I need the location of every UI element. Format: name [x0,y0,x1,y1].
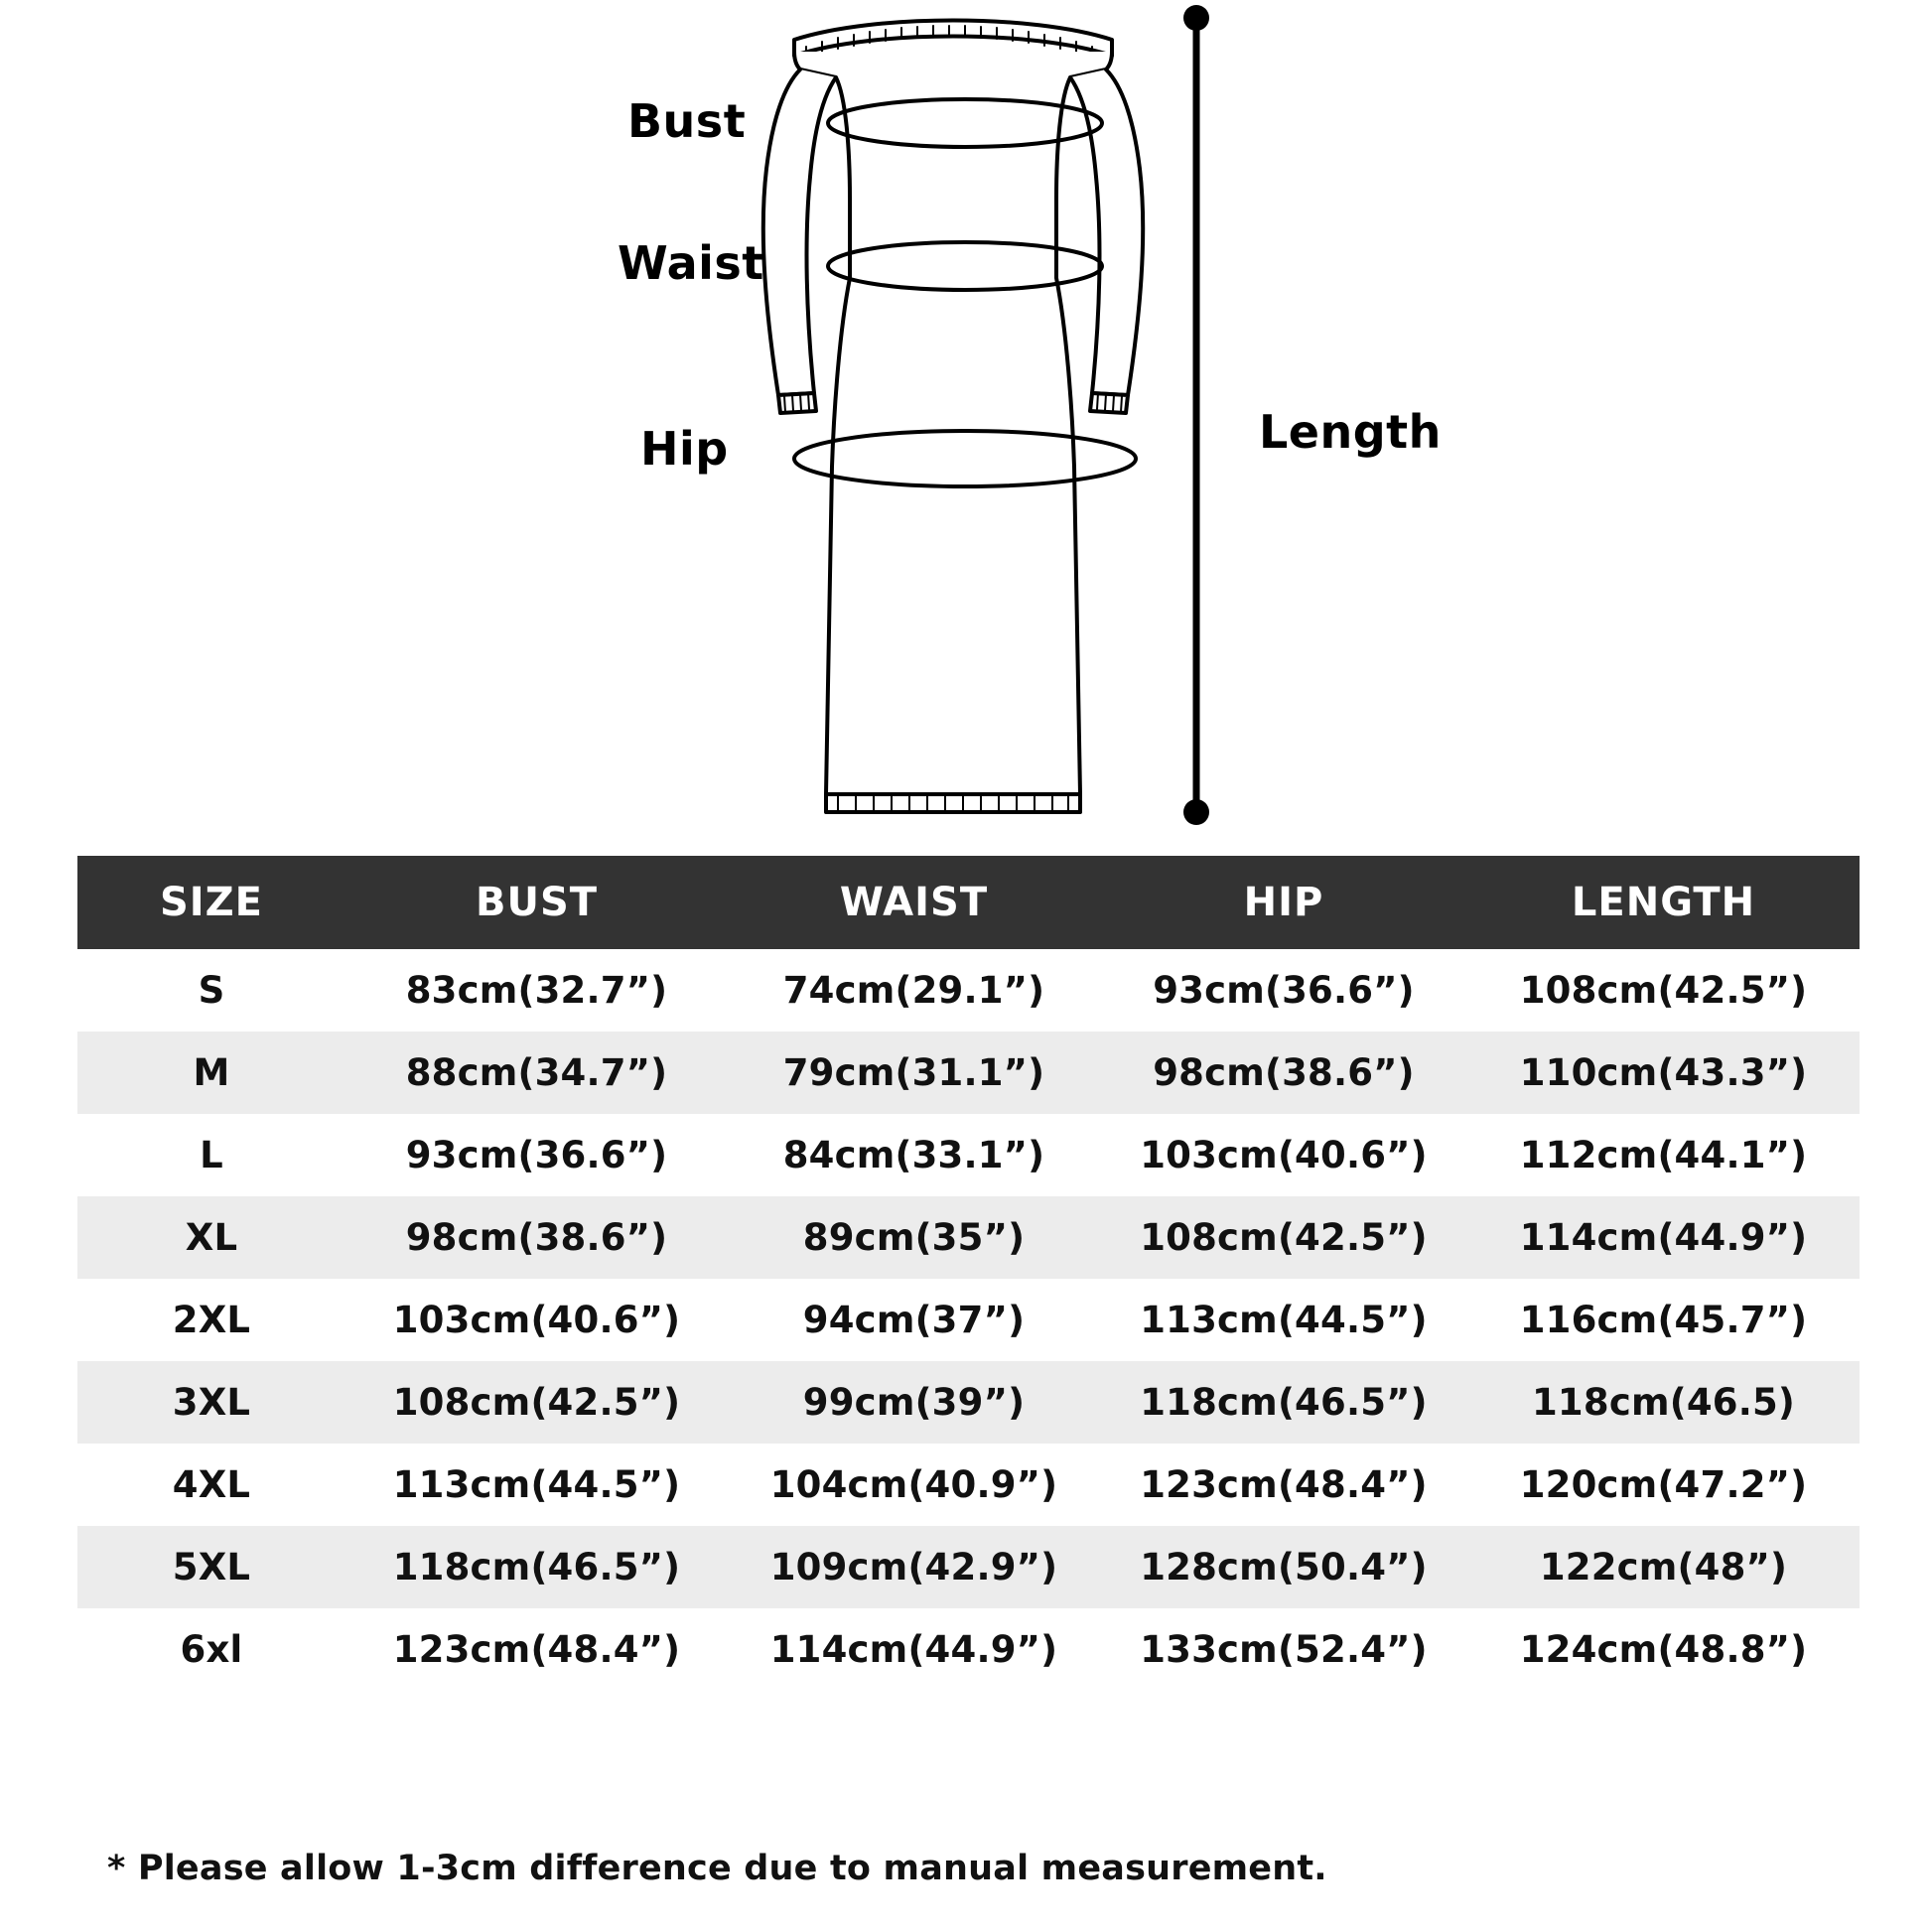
garment-illustration [0,0,1932,854]
cell-bust: 113cm(44.5”) [345,1444,728,1526]
column-header-bust: BUST [345,856,728,949]
cell-waist: 94cm(37”) [728,1279,1100,1361]
table-row [77,1361,1860,1444]
column-header-hip: HIP [1100,856,1467,949]
cell-length: 120cm(47.2”) [1467,1444,1860,1526]
label-hip: Hip [640,422,729,476]
cell-hip: 123cm(48.4”) [1100,1444,1467,1526]
table-row [77,1279,1860,1361]
cell-bust: 83cm(32.7”) [345,949,728,1032]
cell-waist: 114cm(44.9”) [728,1608,1100,1691]
table-row [77,949,1860,1032]
cell-size: XL [77,1196,345,1279]
size-table-container [77,856,1860,1691]
cell-hip: 118cm(46.5”) [1100,1361,1467,1444]
cell-bust: 88cm(34.7”) [345,1032,728,1114]
column-header-waist: WAIST [728,856,1100,949]
cell-hip: 128cm(50.4”) [1100,1526,1467,1608]
cell-length: 112cm(44.1”) [1467,1114,1860,1196]
column-header-length: LENGTH [1467,856,1860,949]
label-bust: Bust [627,94,747,148]
table-row [77,1526,1860,1608]
table-header-row [77,856,1860,949]
cell-size: M [77,1032,345,1114]
length-arrow-top [1183,5,1209,31]
column-header-size: SIZE [77,856,345,949]
cell-waist: 74cm(29.1”) [728,949,1100,1032]
cell-waist: 104cm(40.9”) [728,1444,1100,1526]
label-length: Length [1259,405,1442,459]
table-body [77,949,1860,1691]
cell-length: 108cm(42.5”) [1467,949,1860,1032]
cell-size: S [77,949,345,1032]
cell-hip: 93cm(36.6”) [1100,949,1467,1032]
table-row [77,1444,1860,1526]
cell-waist: 84cm(33.1”) [728,1114,1100,1196]
cell-bust: 103cm(40.6”) [345,1279,728,1361]
cell-bust: 98cm(38.6”) [345,1196,728,1279]
cell-hip: 113cm(44.5”) [1100,1279,1467,1361]
cell-bust: 93cm(36.6”) [345,1114,728,1196]
table-row [77,1608,1860,1691]
cell-length: 124cm(48.8”) [1467,1608,1860,1691]
cell-waist: 79cm(31.1”) [728,1032,1100,1114]
cell-length: 114cm(44.9”) [1467,1196,1860,1279]
table-row [77,1114,1860,1196]
table-row [77,1032,1860,1114]
cell-bust: 118cm(46.5”) [345,1526,728,1608]
cell-size: 5XL [77,1526,345,1608]
cell-size: L [77,1114,345,1196]
cell-size: 4XL [77,1444,345,1526]
length-arrow-bottom [1183,799,1209,825]
cell-size: 6xl [77,1608,345,1691]
cell-bust: 108cm(42.5”) [345,1361,728,1444]
cell-waist: 99cm(39”) [728,1361,1100,1444]
cell-length: 122cm(48”) [1467,1526,1860,1608]
cell-hip: 108cm(42.5”) [1100,1196,1467,1279]
cell-length: 118cm(46.5) [1467,1361,1860,1444]
cell-size: 3XL [77,1361,345,1444]
cell-hip: 98cm(38.6”) [1100,1032,1467,1114]
table-row [77,1196,1860,1279]
cell-hip: 103cm(40.6”) [1100,1114,1467,1196]
cell-waist: 89cm(35”) [728,1196,1100,1279]
label-waist: Waist [618,236,764,290]
size-table [77,856,1860,1691]
cell-length: 116cm(45.7”) [1467,1279,1860,1361]
cell-hip: 133cm(52.4”) [1100,1608,1467,1691]
cell-bust: 123cm(48.4”) [345,1608,728,1691]
cell-waist: 109cm(42.9”) [728,1526,1100,1608]
cell-length: 110cm(43.3”) [1467,1032,1860,1114]
cell-size: 2XL [77,1279,345,1361]
measurement-note: * Please allow 1-3cm difference due to manual measurement. [107,1849,1327,1888]
dress-drawing [0,0,1932,854]
